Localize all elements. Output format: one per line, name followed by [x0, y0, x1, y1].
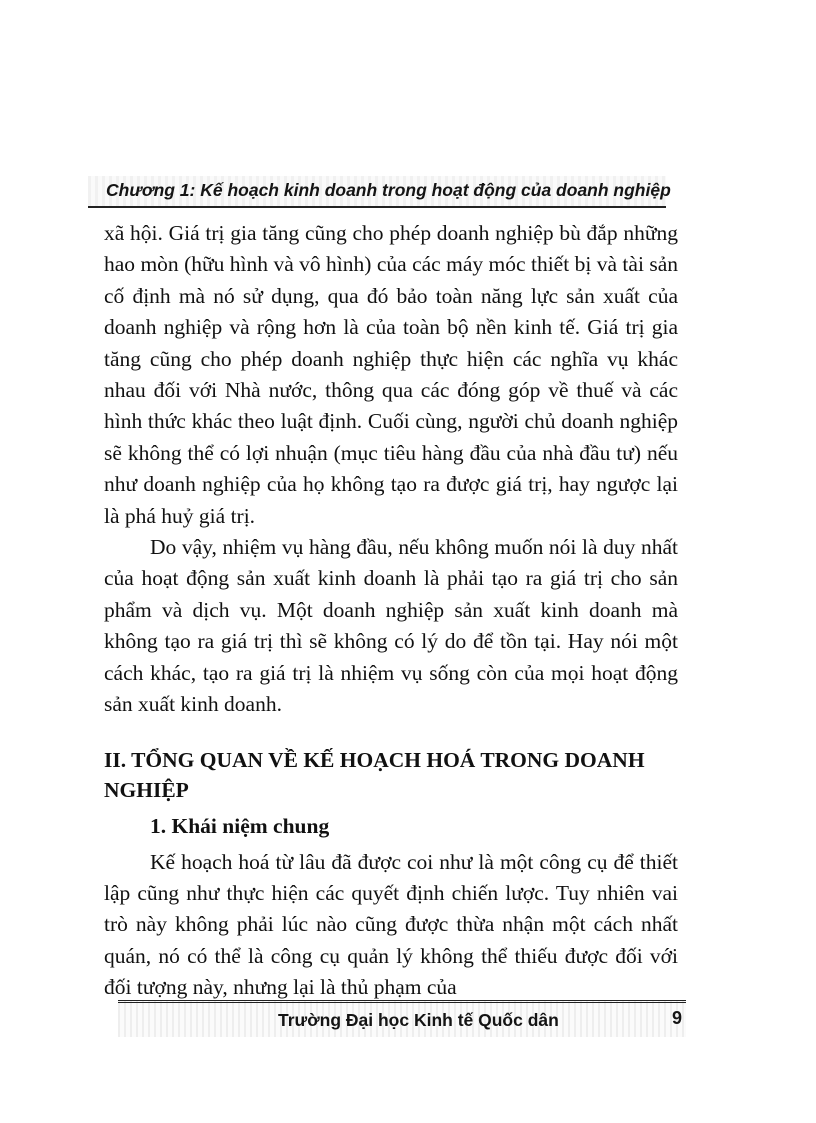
page-footer	[118, 1000, 686, 1037]
paragraph: Do vậy, nhiệm vụ hàng đầu, nếu không muốn nói là duy nhất của hoạt động sản xuất kinh doanh là phải tạo ra giá trị cho sản phẩm và dịch vụ. Một doanh nghiệp sản xuất kinh doanh mà không tạo ra giá trị thì sẽ không có lý do để tồn tại. Hay nói một cách khác, tạo ra giá trị là nhiệm vụ sống còn của mọi hoạt động sản xuất kinh doanh.	[104, 535, 678, 717]
section-heading: II. TỔNG QUAN VỀ KẾ HOẠCH HOÁ TRONG DOANH NGHIỆP	[104, 747, 645, 802]
page-number: 9	[671, 1008, 682, 1028]
chapter-header	[88, 176, 671, 208]
chapter-title: Chương 1: Kế hoạch kinh doanh trong hoạt động của doanh nghiệp	[106, 180, 671, 200]
institution-name: Trường Đại học Kinh tế Quốc dân	[278, 1010, 559, 1030]
paragraph: xã hội. Giá trị gia tăng cũng cho phép doanh nghiệp bù đắp những hao mòn (hữu hình và vô hình) của các máy móc thiết bị và tài sản cố định mà nó sử dụng, qua đó bảo toàn năng lực sản xuất của doanh nghiệp và rộng hơn là của toàn bộ nền kinh tế. Giá trị gia tăng cũng cho phép doanh nghiệp thực hiện các nghĩa vụ khác nhau đối với Nhà nước, thông qua các đóng góp về thuế và các hình thức khác theo luật định. Cuối cùng, người chủ doanh nghiệp sẽ không thể có lợi nhuận (mục tiêu hàng đầu của nhà đầu tư) nếu như doanh nghiệp của họ không tạo ra được giá trị, hay ngược lại là phá huỷ giá trị.	[104, 221, 678, 528]
body-content	[104, 218, 678, 1004]
paragraph: Kế hoạch hoá từ lâu đã được coi như là một công cụ để thiết lập cũng như thực hiện các quyết định chiến lược. Tuy nhiên vai trò này không phải lúc nào cũng được thừa nhận một cách nhất quán, nó có thể là công cụ quản lý không thể thiếu được đối với đối tượng này, nhưng lại là thủ phạm của	[104, 849, 678, 1000]
subsection-heading: 1. Khái niệm chung	[150, 813, 330, 838]
